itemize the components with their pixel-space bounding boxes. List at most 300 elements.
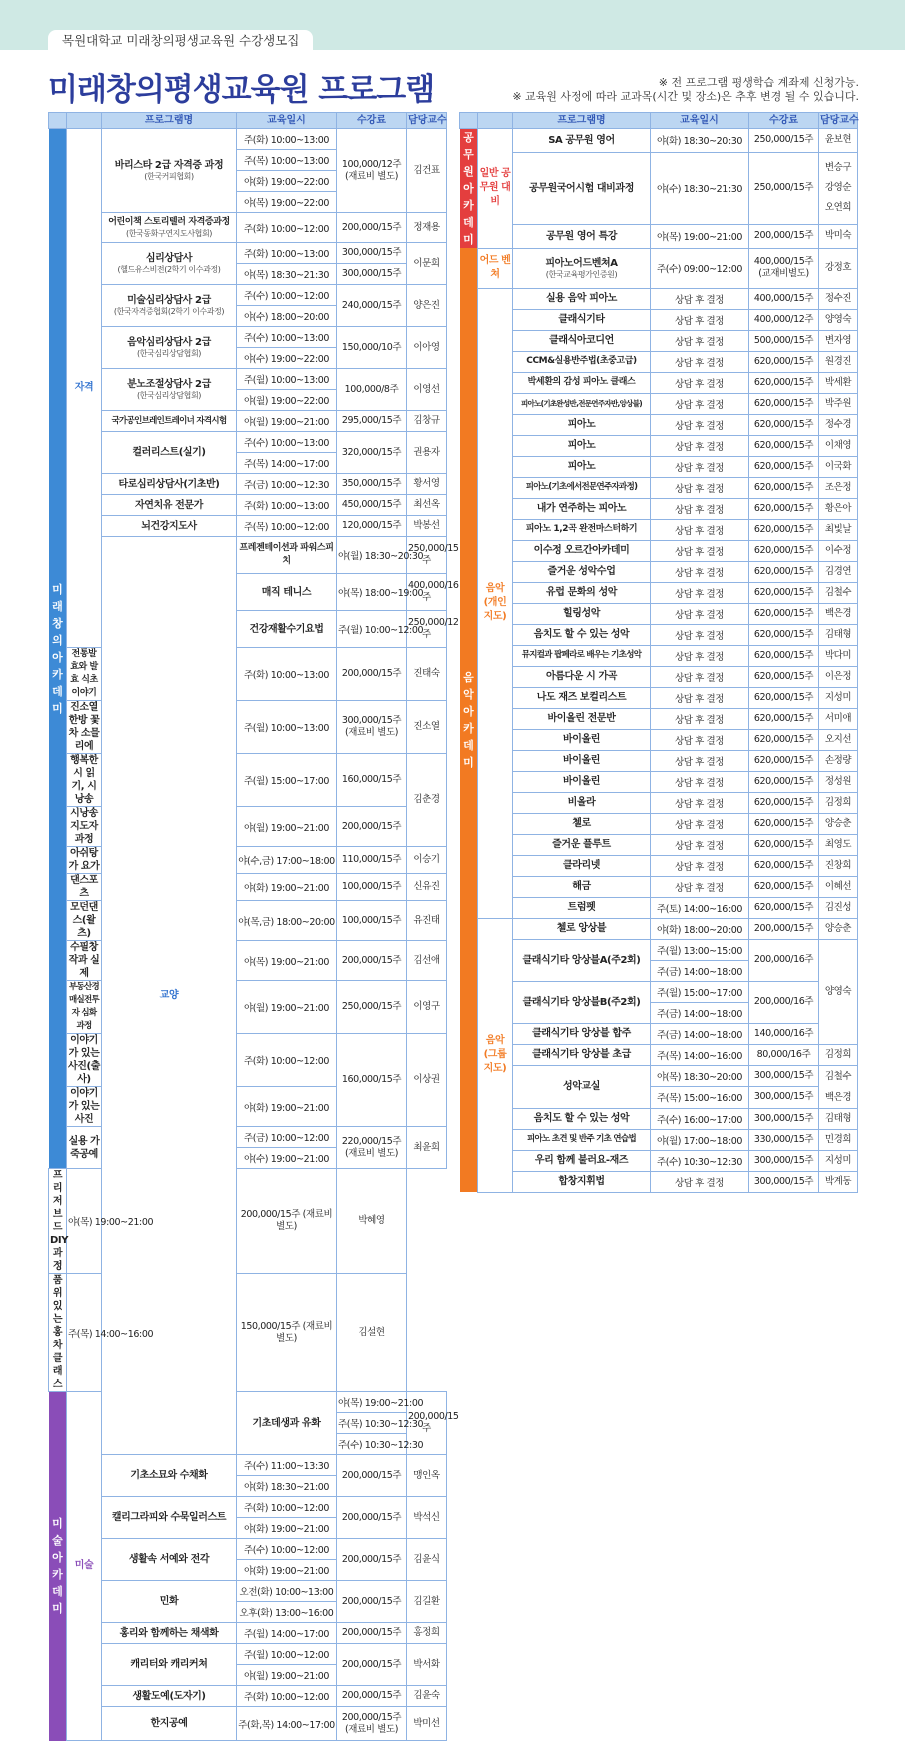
fee: 620,000/15주	[749, 687, 819, 708]
session: 주(수) 09:00~12:00	[651, 248, 749, 288]
session: 주(수) 11:00~13:30	[237, 1455, 337, 1476]
teacher: 변자영	[819, 330, 858, 351]
program-name: 공무원 영어 특강	[513, 224, 651, 248]
fee: 140,000/16주	[749, 1023, 819, 1044]
fee: 300,000/15주	[749, 1171, 819, 1192]
program-name: 즐거운 플루트	[513, 834, 651, 855]
session: 상담 후 결정	[651, 603, 749, 624]
program-name: 타로심리상담사(기초반)	[102, 474, 237, 495]
fee: 200,000/16주	[749, 939, 819, 981]
session: 야(월) 17:00~18:00	[651, 1129, 749, 1150]
session: 주(화) 10:00~13:00	[237, 243, 337, 264]
session: 상담 후 결정	[651, 414, 749, 435]
fee: 80,000/16주	[749, 1044, 819, 1065]
session: 상담 후 결정	[651, 771, 749, 792]
teacher: 양영숙	[819, 309, 858, 330]
teacher: 박미선	[407, 1707, 447, 1741]
program-name: 부동산경매실전투자 심화과정	[67, 981, 102, 1034]
session: 상담 후 결정	[651, 750, 749, 771]
fee: 295,000/15주	[337, 411, 407, 432]
session: 야(목) 19:00~21:00	[337, 1392, 407, 1413]
fee: 200,000/15주	[337, 1686, 407, 1707]
fee: 400,000/15주 (교재비별도)	[749, 248, 819, 288]
session: 상담 후 결정	[651, 666, 749, 687]
teacher: 이혜선	[819, 876, 858, 897]
teacher: 손정량	[819, 750, 858, 771]
session: 야(화) 19:00~21:00	[237, 874, 337, 901]
program-name: 클래식아코디언	[513, 330, 651, 351]
program-name: 피아노	[513, 414, 651, 435]
fee: 200,000/15주	[337, 648, 407, 701]
teacher: 박주원	[819, 393, 858, 414]
header-schedule: 교육일시	[237, 113, 337, 129]
notice-line: ※ 전 프로그램 평생학습 계좌제 신청가능.	[658, 76, 859, 89]
program-name: 첼로	[513, 813, 651, 834]
teacher: 김선애	[407, 941, 447, 981]
teacher: 이채영	[819, 435, 858, 456]
session: 상담 후 결정	[651, 624, 749, 645]
program-name: 실용 음악 피아노	[513, 288, 651, 309]
teacher: 김창규	[407, 411, 447, 432]
teacher: 박석신	[407, 1497, 447, 1539]
program-name: 우리 함께 불러요-재즈	[513, 1150, 651, 1171]
fee: 620,000/15주	[749, 540, 819, 561]
fee: 220,000/15주 (재료비 별도)	[337, 1127, 407, 1169]
program-name: 클래식기타 앙상블 초급	[513, 1044, 651, 1065]
program-name: 유럽 문화의 성악	[513, 582, 651, 603]
session: 주(월) 10:00~13:00	[237, 701, 337, 754]
teacher: 박미숙	[819, 224, 858, 248]
program-name: 이야기가 있는 사진(출사)	[68, 1035, 100, 1085]
session: 야(수) 19:00~21:00	[237, 1148, 337, 1169]
teacher: 최빛날	[819, 519, 858, 540]
program-name: 트럼펫	[513, 897, 651, 918]
session: 주(화) 10:00~12:00	[237, 1497, 337, 1518]
session: 오후(화) 13:00~16:00	[237, 1602, 337, 1623]
teacher: 원경진	[819, 351, 858, 372]
session: 주(화) 10:00~13:00	[237, 495, 337, 516]
teacher: 박혜영	[337, 1169, 407, 1274]
program-name: 건강재활수기요법	[237, 611, 337, 648]
program-name: 전통발효와 발효 식초 이야기	[67, 648, 102, 701]
program-name: 피아노	[513, 456, 651, 477]
teacher: 양영숙	[819, 939, 858, 1044]
teacher: 변승구 강영순 오연희	[819, 152, 858, 224]
session: 주(화) 10:00~12:00	[237, 1034, 337, 1087]
program-name: 피아노 1,2곡 완전마스터하기	[513, 519, 651, 540]
fee: 620,000/15주	[749, 834, 819, 855]
teacher: 조은정	[819, 477, 858, 498]
header-tab: 목원대학교 미래창의평생교육원 수강생모집	[48, 30, 313, 52]
program-name: 시낭송 지도자 과정	[67, 807, 102, 847]
teacher: 박세환	[819, 372, 858, 393]
program-name: 아쉬탕가 요가	[67, 847, 102, 874]
fee: 200,000/15주	[337, 213, 407, 243]
session: 야(목) 19:00~21:00	[651, 224, 749, 248]
header-teacher: 담당교수	[407, 113, 447, 129]
program-name: 매직 테니스	[237, 574, 337, 611]
teacher: 지성미	[819, 1150, 858, 1171]
program-name: 바이올린	[513, 729, 651, 750]
session: 상담 후 결정	[651, 351, 749, 372]
session: 주(월) 14:00~17:00	[237, 1623, 337, 1644]
session: 상담 후 결정	[651, 708, 749, 729]
fee: 620,000/15주	[749, 792, 819, 813]
program-name: 뮤지컬과 팝페라로 배우는 기초성악	[513, 645, 651, 666]
session: 상담 후 결정	[651, 309, 749, 330]
session: 야(화) 19:00~22:00	[237, 171, 337, 192]
program-name: 성악교실	[513, 1065, 651, 1108]
teacher: 정재용	[407, 213, 447, 243]
program-name: 심리상담사 (헬드유스비전(2학기 이수과정)	[102, 243, 237, 285]
session: 주(화) 10:00~13:00	[237, 129, 337, 150]
teacher: 양승춘	[819, 813, 858, 834]
notice-block	[512, 76, 859, 104]
program-name: 아름다운 시 가곡	[513, 666, 651, 687]
session: 상담 후 결정	[651, 330, 749, 351]
teacher: 김경연	[819, 561, 858, 582]
fee: 100,000/8주	[337, 369, 407, 411]
teacher: 김정희	[819, 1044, 858, 1065]
fee: 620,000/15주	[749, 414, 819, 435]
session: 상담 후 결정	[651, 288, 749, 309]
session: 상담 후 결정	[651, 519, 749, 540]
fee: 200,000/15주	[337, 1581, 407, 1623]
teacher: 이승기	[407, 847, 447, 874]
program-name: 국가공인브레인트레이너 자격시험	[102, 411, 237, 432]
fee: 100,000/15주	[337, 874, 407, 901]
teacher: 이상권	[407, 1034, 447, 1127]
fee: 620,000/15주	[749, 351, 819, 372]
fee: 150,000/15주 (재료비 별도)	[237, 1274, 337, 1392]
session: 주(화) 10:00~13:00	[237, 648, 337, 701]
teacher: 양은진	[407, 285, 447, 327]
program-name: 해금	[513, 876, 651, 897]
program-name: 피아노어드벤쳐A (한국교육평가인증원)	[513, 248, 651, 288]
session: 주(금) 10:00~12:30	[237, 474, 337, 495]
session: 상담 후 결정	[651, 645, 749, 666]
fee: 500,000/15주	[749, 330, 819, 351]
teacher: 이아영	[407, 327, 447, 369]
session: 상담 후 결정	[651, 372, 749, 393]
fee: 240,000/15주	[337, 285, 407, 327]
fee: 620,000/15주	[749, 372, 819, 393]
fee: 200,000/15주	[337, 807, 407, 847]
program-name: 실용 가죽공예	[67, 1127, 102, 1169]
fee: 620,000/15주	[749, 582, 819, 603]
program-name: 합창지휘법	[513, 1171, 651, 1192]
teacher: 박봉선	[407, 516, 447, 537]
teacher: 김철수	[819, 582, 858, 603]
program-name: 컬러리스트(실기)	[102, 432, 237, 474]
teacher: 박서화	[407, 1644, 447, 1686]
program-name: 기초데생과 유화	[237, 1392, 337, 1455]
teacher: 김길환	[407, 1581, 447, 1623]
program-name: 즐거운 성악수업	[513, 561, 651, 582]
fee: 250,000/12주	[407, 611, 447, 648]
program-name: 캘리그라피와 수묵일러스트	[102, 1497, 237, 1539]
session: 상담 후 결정	[651, 435, 749, 456]
program-name: 박세환의 감성 피아노 클래스	[513, 372, 651, 393]
program-name: 행복한 시 읽기, 시낭송	[67, 754, 102, 807]
teacher: 지성미	[819, 687, 858, 708]
subcategory-music-group: 음악 (그룹 지도)	[478, 918, 513, 1192]
session: 상담 후 결정	[651, 834, 749, 855]
fee: 620,000/15주	[749, 645, 819, 666]
teacher: 김정희	[819, 792, 858, 813]
fee: 160,000/15주	[337, 1034, 407, 1127]
program-name: 미술심리상담사 2급 (한국자격증협회(2학기 이수과정)	[102, 285, 237, 327]
subcategory-civil-service: 일반 공무원 대비	[478, 129, 513, 249]
left-program-table	[48, 112, 459, 1741]
subcategory-adventure: 어드 벤쳐	[478, 248, 513, 288]
teacher: 김설현	[337, 1274, 407, 1392]
fee: 620,000/15주	[749, 435, 819, 456]
header-fee: 수강료	[337, 113, 407, 129]
program-name: 내가 연주하는 피아노	[513, 498, 651, 519]
teacher: 진태숙	[407, 648, 447, 701]
fee: 400,000/16주	[407, 574, 447, 611]
program-name: 바리스타 2급 자격증 과정 (한국커피협회)	[102, 129, 237, 213]
teacher: 정수경	[819, 414, 858, 435]
teacher: 강정호	[819, 248, 858, 288]
session: 주(금) 14:00~18:00	[651, 1002, 749, 1023]
teacher: 이수정	[819, 540, 858, 561]
fee: 160,000/15주	[337, 754, 407, 807]
program-name: 생활도예(도자기)	[102, 1686, 237, 1707]
session: 야(월) 19:00~21:00	[237, 981, 337, 1034]
fee: 200,000/15주	[337, 1623, 407, 1644]
session: 상담 후 결정	[651, 813, 749, 834]
fee: 250,000/15주	[407, 537, 447, 574]
session: 상담 후 결정	[651, 876, 749, 897]
fee: 620,000/15주	[749, 456, 819, 477]
teacher: 이문희	[407, 243, 447, 285]
program-name: 프레젠테이션과 파워스피치	[237, 537, 337, 574]
session: 주(수) 10:30~12:30	[651, 1150, 749, 1171]
program-name: 피아노	[513, 435, 651, 456]
session: 야(월) 19:00~21:00	[237, 411, 337, 432]
fee: 620,000/15주	[749, 519, 819, 540]
session: 주(금) 14:00~18:00	[651, 960, 749, 981]
program-name: 클래식기타 앙상블 합주	[513, 1023, 651, 1044]
teacher: 신유진	[407, 874, 447, 901]
fee: 620,000/15주	[749, 729, 819, 750]
program-name: 나도 재즈 보컬리스트	[513, 687, 651, 708]
header-fee: 수강료	[749, 113, 819, 129]
fee: 400,000/15주	[749, 288, 819, 309]
teacher: 김윤식	[407, 1539, 447, 1581]
program-name: 한지공예	[102, 1707, 237, 1741]
teacher: 김철수 백은경	[819, 1065, 858, 1108]
teacher: 최영도	[819, 834, 858, 855]
session: 야(목) 19:00~22:00	[237, 192, 337, 213]
teacher: 최선옥	[407, 495, 447, 516]
fee: 620,000/15주	[749, 876, 819, 897]
teacher: 김건표	[407, 129, 447, 213]
teacher: 이국화	[819, 456, 858, 477]
right-program-table	[459, 112, 857, 1193]
session: 상담 후 결정	[651, 540, 749, 561]
fee: 320,000/15주	[337, 432, 407, 474]
session: 야(화) 19:00~21:00	[237, 1087, 337, 1127]
teacher: 정수진	[819, 288, 858, 309]
session: 상담 후 결정	[651, 477, 749, 498]
session: 상담 후 결정	[651, 792, 749, 813]
fee: 200,000/15주	[337, 1455, 407, 1497]
program-name: 홍리와 함께하는 채색화	[102, 1623, 237, 1644]
teacher: 김윤숙	[407, 1686, 447, 1707]
program-name: 기초소묘와 수채화	[102, 1455, 237, 1497]
fee: 110,000/15주	[337, 847, 407, 874]
teacher: 오지선	[819, 729, 858, 750]
fee: 620,000/15주	[749, 708, 819, 729]
program-name: 피아노(기초완성반,전문연주자반,앙상블)	[513, 393, 651, 414]
teacher: 권용자	[407, 432, 447, 474]
fee: 620,000/15주	[749, 750, 819, 771]
fee: 200,000/15주	[337, 1497, 407, 1539]
program-name: 비올라	[513, 792, 651, 813]
fee: 620,000/15주	[749, 897, 819, 918]
header-teacher: 담당교수	[819, 113, 858, 129]
session: 주(화,목) 14:00~17:00	[237, 1707, 337, 1741]
session: 상담 후 결정	[651, 498, 749, 519]
teacher: 유진태	[407, 901, 447, 941]
session: 상담 후 결정	[651, 582, 749, 603]
program-name: 음악심리상담사 2급 (한국심리상담협회)	[102, 327, 237, 369]
session: 주(수) 10:00~13:00	[237, 327, 337, 348]
session: 야(수) 19:00~22:00	[237, 348, 337, 369]
teacher: 민경희	[819, 1129, 858, 1150]
fee: 200,000/15주	[407, 1392, 447, 1455]
session: 주(목) 10:30~12:30	[337, 1413, 407, 1434]
subcategory-license: 자격	[67, 129, 102, 648]
fee: 330,000/15주	[749, 1129, 819, 1150]
fee: 620,000/15주	[749, 393, 819, 414]
program-name: SA 공무원 영어	[513, 129, 651, 153]
fee: 100,000/15주	[337, 901, 407, 941]
fee: 200,000/15주	[337, 1644, 407, 1686]
program-name: 클래식기타 앙상블B(주2회)	[513, 981, 651, 1023]
session: 상담 후 결정	[651, 687, 749, 708]
teacher: 서미애	[819, 708, 858, 729]
session: 주(월) 10:00~12:00	[237, 1644, 337, 1665]
session: 주(화) 10:00~12:00	[237, 213, 337, 243]
notice-line: ※ 교육원 사정에 따라 교과목(시간 및 장소)은 추후 변경 될 수 있습니다.	[512, 90, 859, 103]
teacher: 정성원	[819, 771, 858, 792]
session: 야(화) 19:00~21:00	[237, 1560, 337, 1581]
session: 야(화) 18:00~20:00	[651, 918, 749, 939]
program-name: 바이올린	[513, 750, 651, 771]
session: 주(금) 14:00~18:00	[651, 1023, 749, 1044]
program-name: 클라리넷	[513, 855, 651, 876]
fee: 620,000/15주	[749, 666, 819, 687]
program-name: 힐링성악	[513, 603, 651, 624]
program-name: 바이올린 전문반	[513, 708, 651, 729]
category-civil-service-academy: 공무원아카데미	[460, 129, 478, 249]
session: 주(목) 15:00~16:00	[651, 1087, 749, 1109]
category-art-academy: 미술아카데미	[49, 1392, 67, 1741]
teacher: 김진성	[819, 897, 858, 918]
program-name: 클래식기타	[513, 309, 651, 330]
fee: 620,000/15주	[749, 813, 819, 834]
session: 야(월) 18:30~20:30	[337, 537, 407, 574]
teacher: 진소열	[407, 701, 447, 754]
fee: 620,000/15주	[749, 603, 819, 624]
session: 야(화) 19:00~21:00	[237, 1518, 337, 1539]
category-future-academy: 미래창의아카데미	[49, 129, 67, 1169]
session: 야(수) 18:00~20:00	[237, 306, 337, 327]
program-name: 품위있는 홍차클래스	[49, 1274, 67, 1392]
session: 상담 후 결정	[651, 393, 749, 414]
subcategory-art: 미술	[67, 1392, 102, 1741]
session: 야(화) 18:30~20:30	[651, 129, 749, 153]
teacher: 김태형	[819, 624, 858, 645]
session: 야(목) 19:00~21:00	[67, 1169, 102, 1274]
header-schedule: 교육일시	[651, 113, 749, 129]
session: 야(수,금) 17:00~18:00	[237, 847, 337, 874]
fee: 300,000/15주	[337, 243, 407, 264]
fee: 200,000/15주	[337, 1539, 407, 1581]
fee: 300,000/15주	[749, 1108, 819, 1129]
session: 주(금) 10:00~12:00	[237, 1127, 337, 1148]
fee: 620,000/15주	[749, 855, 819, 876]
teacher: 윤보현	[819, 129, 858, 153]
session: 오전(화) 10:00~13:00	[237, 1581, 337, 1602]
session: 야(월) 19:00~21:00	[237, 1665, 337, 1686]
program-name: 바이올린	[513, 771, 651, 792]
session: 상담 후 결정	[651, 855, 749, 876]
fee: 150,000/10주	[337, 327, 407, 369]
session: 주(월) 15:00~17:00	[651, 981, 749, 1002]
teacher: 이영선	[407, 369, 447, 411]
program-name: 캐리터와 캐리커쳐	[102, 1644, 237, 1686]
program-name: 첼로 앙상블	[513, 918, 651, 939]
teacher: 백은경	[819, 603, 858, 624]
fee: 350,000/15주	[337, 474, 407, 495]
fee: 200,000/15주 (재료비 별도)	[337, 1707, 407, 1741]
fee: 620,000/15주	[749, 771, 819, 792]
session: 야(목) 19:00~21:00	[237, 941, 337, 981]
session: 주(월) 13:00~15:00	[651, 939, 749, 960]
fee: 250,000/15주	[749, 129, 819, 153]
session: 주(목) 10:00~12:00	[237, 516, 337, 537]
session: 야(월) 19:00~21:00	[237, 807, 337, 847]
program-name: 진소열 한방 꽃차 소믈리에	[67, 701, 102, 754]
program-name: CCM&실용반주법(초중고급)	[513, 351, 651, 372]
program-name: 수필창작과 실제	[67, 941, 102, 981]
header-program: 프로그램명	[513, 113, 651, 129]
program-name: 음치도 할 수 있는 성악	[513, 624, 651, 645]
session: 야(목) 18:30~20:00	[651, 1065, 749, 1087]
session: 야(수) 18:30~21:30	[651, 152, 749, 224]
fee: 620,000/15주	[749, 561, 819, 582]
fee: 100,000/12주 (재료비 별도)	[337, 129, 407, 213]
session: 야(월) 19:00~22:00	[237, 390, 337, 411]
session: 주(목) 14:00~16:00	[651, 1044, 749, 1065]
program-name: 클래식기타 앙상블A(주2회)	[513, 939, 651, 981]
teacher: 황서영	[407, 474, 447, 495]
session: 야(화) 18:30~21:00	[237, 1476, 337, 1497]
fee: 300,000/15주	[749, 1087, 819, 1109]
session: 주(토) 14:00~16:00	[651, 897, 749, 918]
program-name: 모던댄스(왈츠)	[67, 901, 102, 941]
teacher: 진창희	[819, 855, 858, 876]
fee: 620,000/15주	[749, 498, 819, 519]
program-name: 피아노(기초에서전문연주자과정)	[513, 477, 651, 498]
program-name: 피아노 초견 및 반주 기초 연습법	[513, 1129, 651, 1150]
program-name: 분노조절상담사 2급 (한국심리상담협회)	[102, 369, 237, 411]
